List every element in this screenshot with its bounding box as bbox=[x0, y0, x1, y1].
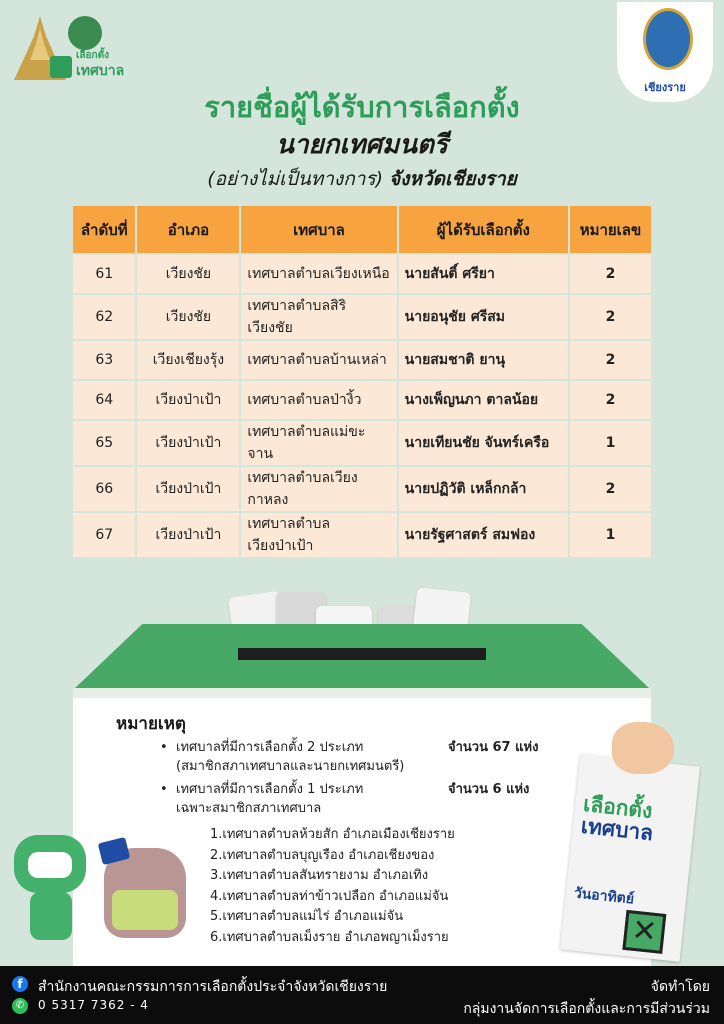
cell-name: นางเพ็ญนภา ตาลน้อย bbox=[399, 381, 568, 419]
election-logo bbox=[10, 14, 170, 86]
cell-municipality: เทศบาลตำบลแม่ขะจาน bbox=[241, 421, 396, 465]
header-elected: ผู้ได้รับเลือกตั้ง bbox=[399, 206, 568, 253]
note-text: เทศบาลที่มีการเลือกตั้ง 1 ประเภท bbox=[176, 782, 364, 797]
check-x-icon: ✕ bbox=[622, 910, 666, 954]
footer-phone: 0 5317 7362 - 4 bbox=[38, 998, 149, 1012]
ballot-box-slot bbox=[238, 648, 486, 660]
phone-icon: ✆ bbox=[12, 998, 28, 1014]
emblem-icon bbox=[68, 16, 102, 50]
table-row bbox=[73, 255, 651, 293]
cell-no: 62 bbox=[73, 295, 135, 339]
list-item: 3.เทศบาลตำบลสันทรายงาม อำเภอเทิง bbox=[210, 868, 429, 883]
cell-name: นายสันติ์ ศรียา bbox=[399, 255, 568, 293]
list-item: 2.เทศบาลตำบลบุญเรือง อำเภอเชียงของ bbox=[210, 847, 435, 863]
cell-district: เวียงป่าเป้า bbox=[137, 467, 239, 511]
notes-heading: หมายเหตุ bbox=[116, 714, 186, 734]
cell-number: 1 bbox=[570, 513, 651, 557]
mascot-vest bbox=[112, 890, 178, 930]
cell-no: 66 bbox=[73, 467, 135, 511]
cell-no: 67 bbox=[73, 513, 135, 557]
cell-municipality: เทศบาลตำบลสิริเวียงชัย bbox=[241, 295, 396, 339]
cell-district: เวียงป่าเป้า bbox=[137, 381, 239, 419]
cell-no: 64 bbox=[73, 381, 135, 419]
page-subtitle: นายกเทศมนตรี bbox=[276, 130, 448, 160]
table-header-row bbox=[73, 206, 651, 253]
cell-municipality: เทศบาลตำบลเวียงกาหลง bbox=[241, 467, 396, 511]
cell-municipality: เทศบาลตำบลบ้านเหล่า bbox=[241, 341, 396, 379]
note-text-2: เฉพาะสมาชิกสภาเทศบาล bbox=[176, 801, 322, 816]
province-label: จังหวัดเชียงราย bbox=[389, 168, 517, 190]
cell-name: นายเทียนชัย จันทร์เครือ bbox=[399, 421, 568, 465]
ballot-icon bbox=[50, 56, 72, 78]
cell-name: นายรัฐศาสตร์ สมฟอง bbox=[399, 513, 568, 557]
note-text-2: (สมาชิกสภาเทศบาลและนายกเทศมนตรี) bbox=[176, 759, 405, 774]
cell-number: 2 bbox=[570, 381, 651, 419]
logo-label: เชียงราย bbox=[644, 81, 686, 94]
cell-district: เวียงเชียงรุ้ง bbox=[137, 341, 239, 379]
note-count: จำนวน 67 แห่ง bbox=[448, 740, 539, 755]
election-poster bbox=[560, 754, 700, 961]
logo-text-large: เทศบาล bbox=[76, 63, 125, 79]
results-table bbox=[71, 204, 653, 559]
header-number: หมายเลข bbox=[570, 206, 651, 253]
table-row bbox=[73, 341, 651, 379]
list-item: 6.เทศบาลตำบลเม็งราย อำเภอพญาเม็งราย bbox=[210, 929, 449, 945]
cell-no: 61 bbox=[73, 255, 135, 293]
table-row bbox=[73, 467, 651, 511]
cell-municipality: เทศบาลตำบลป่างิ้ว bbox=[241, 381, 396, 419]
header-no: ลำดับที่ bbox=[73, 206, 135, 253]
header-district: อำเภอ bbox=[137, 206, 239, 253]
cell-no: 65 bbox=[73, 421, 135, 465]
note-item bbox=[158, 738, 568, 776]
note-count: จำนวน 6 แห่ง bbox=[448, 782, 530, 797]
ballot-box-band bbox=[73, 688, 651, 698]
cell-district: เวียงชัย bbox=[137, 255, 239, 293]
list-item: 4.เทศบาลตำบลท่าข้าวเปลือก อำเภอแม่จัน bbox=[210, 888, 449, 904]
unofficial-label: (อย่างไม่เป็นทางการ) bbox=[207, 168, 383, 190]
cell-name: นายสมชาติ ยานุ bbox=[399, 341, 568, 379]
facebook-icon[interactable]: f bbox=[12, 976, 28, 992]
cell-number: 2 bbox=[570, 467, 651, 511]
list-item: 5.เทศบาลตำบลแม่ไร่ อำเภอแม่จัน bbox=[210, 909, 404, 924]
note-text: เทศบาลที่มีการเลือกตั้ง 2 ประเภท bbox=[176, 740, 364, 755]
cell-name: นายปฏิวัติ เหล็กกล้า bbox=[399, 467, 568, 511]
cell-name: นายอนุชัย ศรีสม bbox=[399, 295, 568, 339]
footer-made-by: กลุ่มงานจัดการเลือกตั้งและการมีส่วนร่วม bbox=[463, 1001, 710, 1017]
cell-district: เวียงป่าเป้า bbox=[137, 421, 239, 465]
footer-made-by-label: จัดทำโดย bbox=[650, 979, 710, 995]
note-item bbox=[158, 780, 568, 818]
table-row bbox=[73, 421, 651, 465]
page-subtitle-2 bbox=[0, 164, 724, 194]
cell-district: เวียงป่าเป้า bbox=[137, 513, 239, 557]
header-municipality: เทศบาล bbox=[241, 206, 396, 253]
poster-day: วันอาทิตย์ bbox=[573, 885, 635, 908]
cell-number: 2 bbox=[570, 255, 651, 293]
notes-list bbox=[158, 738, 568, 822]
table-row bbox=[73, 381, 651, 419]
cell-no: 63 bbox=[73, 341, 135, 379]
table-row bbox=[73, 513, 651, 557]
poster-title-2: เทศบาล bbox=[579, 813, 655, 846]
cell-municipality: เทศบาลตำบลเวียงป่าเป้า bbox=[241, 513, 396, 557]
poster-title bbox=[580, 793, 657, 844]
cell-number: 2 bbox=[570, 295, 651, 339]
hand-icon bbox=[612, 722, 674, 774]
cell-district: เวียงชัย bbox=[137, 295, 239, 339]
cell-number: 1 bbox=[570, 421, 651, 465]
footer-office[interactable]: สำนักงานคณะกรรมการการเลือกตั้งประจำจังหวัดเชียงราย bbox=[38, 979, 388, 995]
list-item: 1.เทศบาลตำบลห้วยสัก อำเภอเมืองเชียงราย bbox=[210, 827, 455, 842]
cell-number: 2 bbox=[570, 341, 651, 379]
seal-icon bbox=[643, 8, 693, 70]
table-row bbox=[73, 295, 651, 339]
municipality-list bbox=[210, 825, 455, 948]
mascot-body bbox=[30, 892, 72, 940]
cell-municipality: เทศบาลตำบลเวียงเหนือ bbox=[241, 255, 396, 293]
mascot-face bbox=[28, 852, 72, 878]
poster-title-1: เลือกตั้ง bbox=[582, 791, 654, 824]
logo-text-small: เลือกตั้ง bbox=[76, 50, 109, 61]
page-title: รายชื่อผู้ได้รับการเลือกตั้ง bbox=[204, 90, 520, 124]
